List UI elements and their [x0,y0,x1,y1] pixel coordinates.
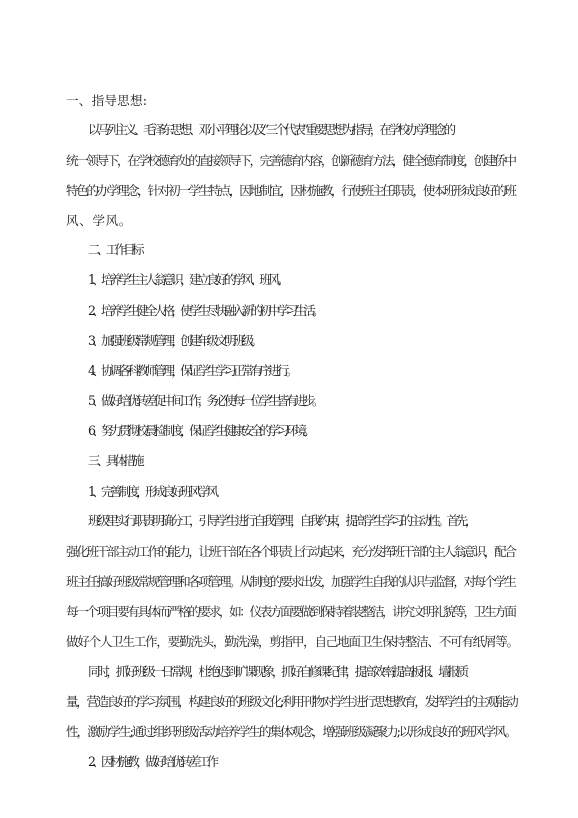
paragraph-line: 班主任搞好班级常规管理和各项管理。从制度的要求出发，加强学生自我的认识与监督，对每个学生 [66,574,515,589]
list-item: 4、协调各科教师管理，保证学生学习正常有序进行。 [88,363,295,378]
paragraph-line: 统一领导下，在学校德育处的直接领导下，完善德育内容，创新德育方法，健全德育制度，创建侨中 [66,153,515,168]
section-heading-work-goals: 二、工作目标 [88,242,141,257]
list-item: 5、做好培优转差促中间工作，务必使每一位学生皆有进步。 [88,393,321,408]
paragraph-line: 每一个项目要有具体而严格的要求，如：仪表方面要做到保持着装整洁，讲究文明礼貌等，卫生方面 [66,604,515,619]
paragraph-line: 强化班干部主动工作的能力，让班干部在各个职责上行动起来，充分发挥班干部的主人翁意识，配合 [66,544,515,559]
list-item: 3、加强班级常规管理，创建年级文明班级。 [88,333,260,348]
paragraph-line: 同时，抓好班级一日常规，杜绝迟到旷课现象，抓好自修课纪律，提高效率;提高板报、墙报质 [88,664,466,679]
section-heading-guiding-ideology: 一、指导思想: [66,93,148,108]
paragraph-line: 特色的办学理念，针对初一学生特点，因地制宜，因材施教，行使班主任职责，使本班形成良好的班 [66,183,515,198]
paragraph-line: 班级里实行职责明确分工，引导学生进行自我管理，自我约束，提高学生学习的主动性。首先， [88,513,475,528]
section-heading-measures: 三、具体措施 [88,453,141,468]
paragraph-line: 以马列主义、毛泽东思想、邓小平理论以及“三个代表”重要思想为指导，在学校办学理念的 [88,122,453,137]
list-item: 6、努力贯彻校晨检制度，保证学生健康安全的学习环境。 [88,423,313,438]
paragraph-line: 性，激励学生;通过组织班级活动培养学生的集体观念，增强班级凝聚力;以形成良好的班风学风。 [66,724,516,739]
paragraph-line: 做好个人卫生工作，要勤洗头，勤洗澡，剪指甲，自己地面卫生保持整洁、不可有纸屑等。 [66,634,518,649]
list-item: 1、培养学生主人翁意识，建立良好的学风、班风。 [88,272,286,287]
paragraph-line: 风、学风。 [66,213,132,228]
paragraph-line: 量，营造良好的学习氛围，构建良好的班级文化;利用刊物对学生进行思想教育，发挥学生的主观能动 [66,694,517,709]
list-item: 2、培养学生健全人格，使学生尽快融入新的初中学习生活。 [88,303,321,318]
subsection-heading: 2、因材施教，做好培优转差工作 [88,754,216,769]
subsection-heading: 1、完善制度，形成良好班风学风 [88,484,216,499]
